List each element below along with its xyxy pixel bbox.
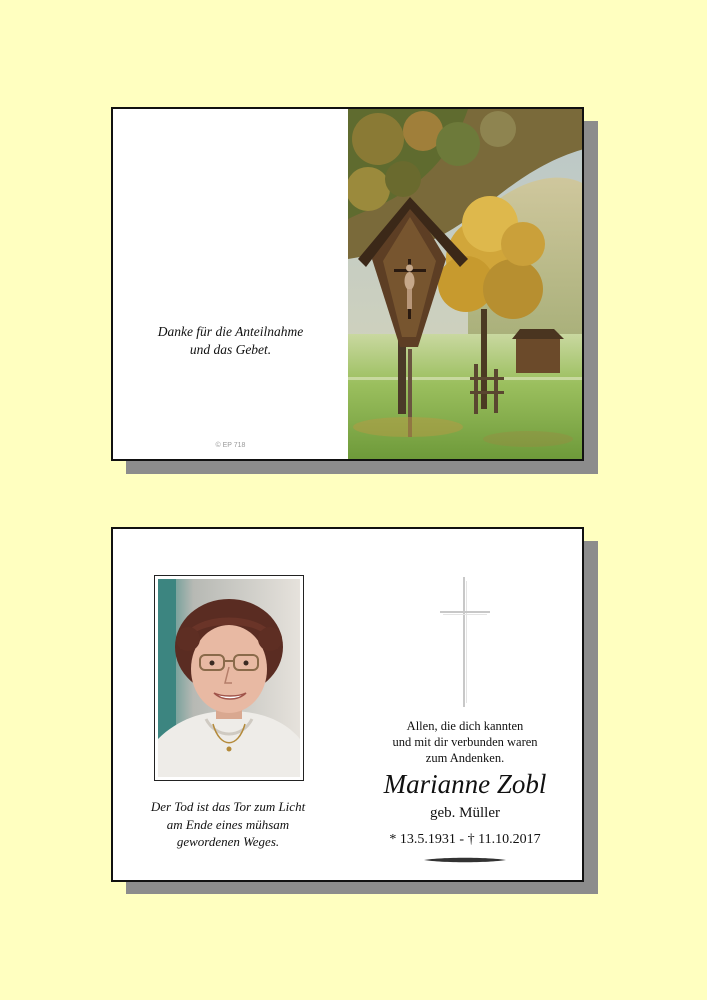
divider-ornament-icon bbox=[422, 856, 508, 864]
life-dates: * 13.5.1931 - † 11.10.2017 bbox=[389, 832, 541, 847]
thanks-line-2: und das Gebet. bbox=[189, 342, 272, 357]
portrait-photo bbox=[154, 575, 304, 781]
quote-line-2: am Ende eines mühsam bbox=[166, 816, 290, 832]
quote-text bbox=[123, 798, 333, 851]
inner-card bbox=[111, 527, 584, 882]
memory-line-1: Allen, die dich kannten bbox=[406, 719, 524, 733]
wayside-cross-photo bbox=[348, 109, 584, 459]
copyright-text: © EP 718 bbox=[215, 442, 246, 449]
memory-text bbox=[353, 718, 577, 766]
memory-line-3: zum Andenken. bbox=[425, 751, 505, 765]
thanks-text bbox=[113, 323, 348, 359]
thanks-line-1: Danke für die Anteilnahme bbox=[157, 324, 304, 339]
maiden-name: geb. Müller bbox=[430, 805, 500, 821]
front-card-left-panel bbox=[113, 109, 348, 459]
cross-icon bbox=[435, 575, 495, 710]
quote-line-1: Der Tod ist das Tor zum Licht bbox=[150, 799, 306, 814]
memory-line-2: und mit dir verbunden waren bbox=[392, 735, 538, 749]
deceased-name: Marianne Zobl bbox=[383, 769, 547, 799]
front-card bbox=[111, 107, 584, 461]
quote-line-3: gewordenen Weges. bbox=[176, 834, 280, 849]
